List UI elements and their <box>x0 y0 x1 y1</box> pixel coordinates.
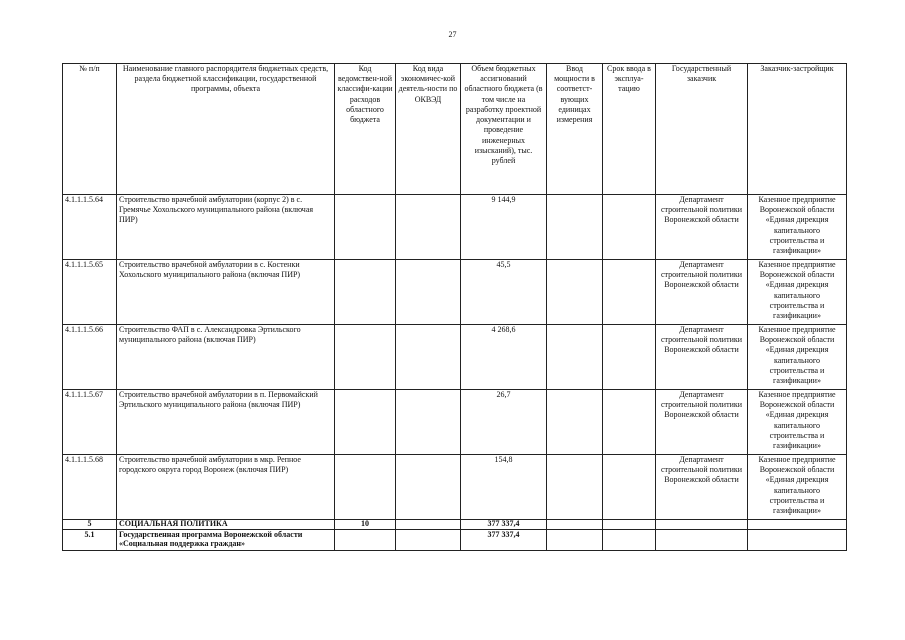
row-customer: Департамент строительной политики Воронежской области <box>656 455 748 520</box>
row-okved <box>396 325 461 390</box>
row-term <box>603 195 656 260</box>
header-capacity: Ввод мощности в соответст-вующих единицах измерения <box>547 64 603 195</box>
header-okved: Код вида экономичес-кой деятель-ности по ОКВЭД <box>396 64 461 195</box>
table-row <box>63 325 847 390</box>
budget-table <box>62 63 847 551</box>
row-developer: Казенное предприятие Воронежской области «Единая дирекция капитального строительства и газификации» <box>748 455 847 520</box>
row-customer: Департамент строительной политики Воронежской области <box>656 390 748 455</box>
row-term <box>603 455 656 520</box>
row-code <box>335 390 396 455</box>
row-customer: Департамент строительной политики Воронежской области <box>656 325 748 390</box>
header-term: Срок ввода в эксплуа-тацию <box>603 64 656 195</box>
row-amount: 26,7 <box>461 390 547 455</box>
row-num: 4.1.1.1.5.67 <box>63 390 117 455</box>
row-term <box>603 260 656 325</box>
row-term <box>603 390 656 455</box>
header-amount: Объем бюджетных ассигнований областного бюджета (в том числе на разработку проектной документации и проведение инженерных изысканий), тыс. рублей <box>461 64 547 195</box>
row-capacity <box>547 390 603 455</box>
program-code <box>335 530 396 551</box>
section-code: 10 <box>335 520 396 530</box>
table-row <box>63 260 847 325</box>
program-capacity <box>547 530 603 551</box>
row-capacity <box>547 195 603 260</box>
section-capacity <box>547 520 603 530</box>
row-term <box>603 325 656 390</box>
row-okved <box>396 195 461 260</box>
table-row <box>63 390 847 455</box>
page-number: 27 <box>448 30 457 39</box>
table-header-row <box>63 64 847 195</box>
section-developer <box>748 520 847 530</box>
row-num: 4.1.1.1.5.64 <box>63 195 117 260</box>
row-developer: Казенное предприятие Воронежской области «Единая дирекция капитального строительства и газификации» <box>748 195 847 260</box>
row-okved <box>396 390 461 455</box>
header-developer: Заказчик-застройщик <box>748 64 847 195</box>
row-customer: Департамент строительной политики Воронежской области <box>656 195 748 260</box>
row-capacity <box>547 325 603 390</box>
header-name: Наименование главного распорядителя бюджетных средств, раздела бюджетной классификации, государственной программы, объекта <box>117 64 335 195</box>
row-developer: Казенное предприятие Воронежской области «Единая дирекция капитального строительства и газификации» <box>748 390 847 455</box>
header-customer: Государственный заказчик <box>656 64 748 195</box>
row-name: Строительство врачебной амбулатории (корпус 2) в с. Гремячье Хохольского муниципального района (включая ПИР) <box>117 195 335 260</box>
section-row <box>63 520 847 530</box>
section-num: 5 <box>63 520 117 530</box>
section-amount: 377 337,4 <box>461 520 547 530</box>
section-term <box>603 520 656 530</box>
row-num: 4.1.1.1.5.68 <box>63 455 117 520</box>
row-okved <box>396 260 461 325</box>
row-code <box>335 325 396 390</box>
row-amount: 9 144,9 <box>461 195 547 260</box>
row-amount: 4 268,6 <box>461 325 547 390</box>
row-code <box>335 195 396 260</box>
row-num: 4.1.1.1.5.65 <box>63 260 117 325</box>
row-num: 4.1.1.1.5.66 <box>63 325 117 390</box>
program-num: 5.1 <box>63 530 117 551</box>
table-row <box>63 455 847 520</box>
row-name: Строительство врачебной амбулатории в с. Костенки Хохольского муниципального района (включая ПИР) <box>117 260 335 325</box>
row-customer: Департамент строительной политики Воронежской области <box>656 260 748 325</box>
program-amount: 377 337,4 <box>461 530 547 551</box>
program-customer <box>656 530 748 551</box>
section-customer <box>656 520 748 530</box>
program-name: Государственная программа Воронежской области «Социальная поддержка граждан» <box>117 530 335 551</box>
program-term <box>603 530 656 551</box>
table-row <box>63 195 847 260</box>
header-code: Код ведомствен-ной классифи-кации расходов областного бюджета <box>335 64 396 195</box>
section-okved <box>396 520 461 530</box>
row-code <box>335 455 396 520</box>
row-okved <box>396 455 461 520</box>
row-name: Строительство ФАП в с. Александровка Эртильского муниципального района (включая ПИР) <box>117 325 335 390</box>
row-developer: Казенное предприятие Воронежской области «Единая дирекция капитального строительства и газификации» <box>748 260 847 325</box>
header-num: № п/п <box>63 64 117 195</box>
row-capacity <box>547 455 603 520</box>
program-okved <box>396 530 461 551</box>
row-amount: 154,8 <box>461 455 547 520</box>
row-name: Строительство врачебной амбулатории в п. Первомайский Эртильского муниципального района (включая ПИР) <box>117 390 335 455</box>
row-amount: 45,5 <box>461 260 547 325</box>
row-code <box>335 260 396 325</box>
program-developer <box>748 530 847 551</box>
row-capacity <box>547 260 603 325</box>
row-developer: Казенное предприятие Воронежской области «Единая дирекция капитального строительства и газификации» <box>748 325 847 390</box>
row-name: Строительство врачебной амбулатории в мкр. Репное городского округа город Воронеж (включая ПИР) <box>117 455 335 520</box>
program-row <box>63 530 847 551</box>
section-name: СОЦИАЛЬНАЯ ПОЛИТИКА <box>117 520 335 530</box>
